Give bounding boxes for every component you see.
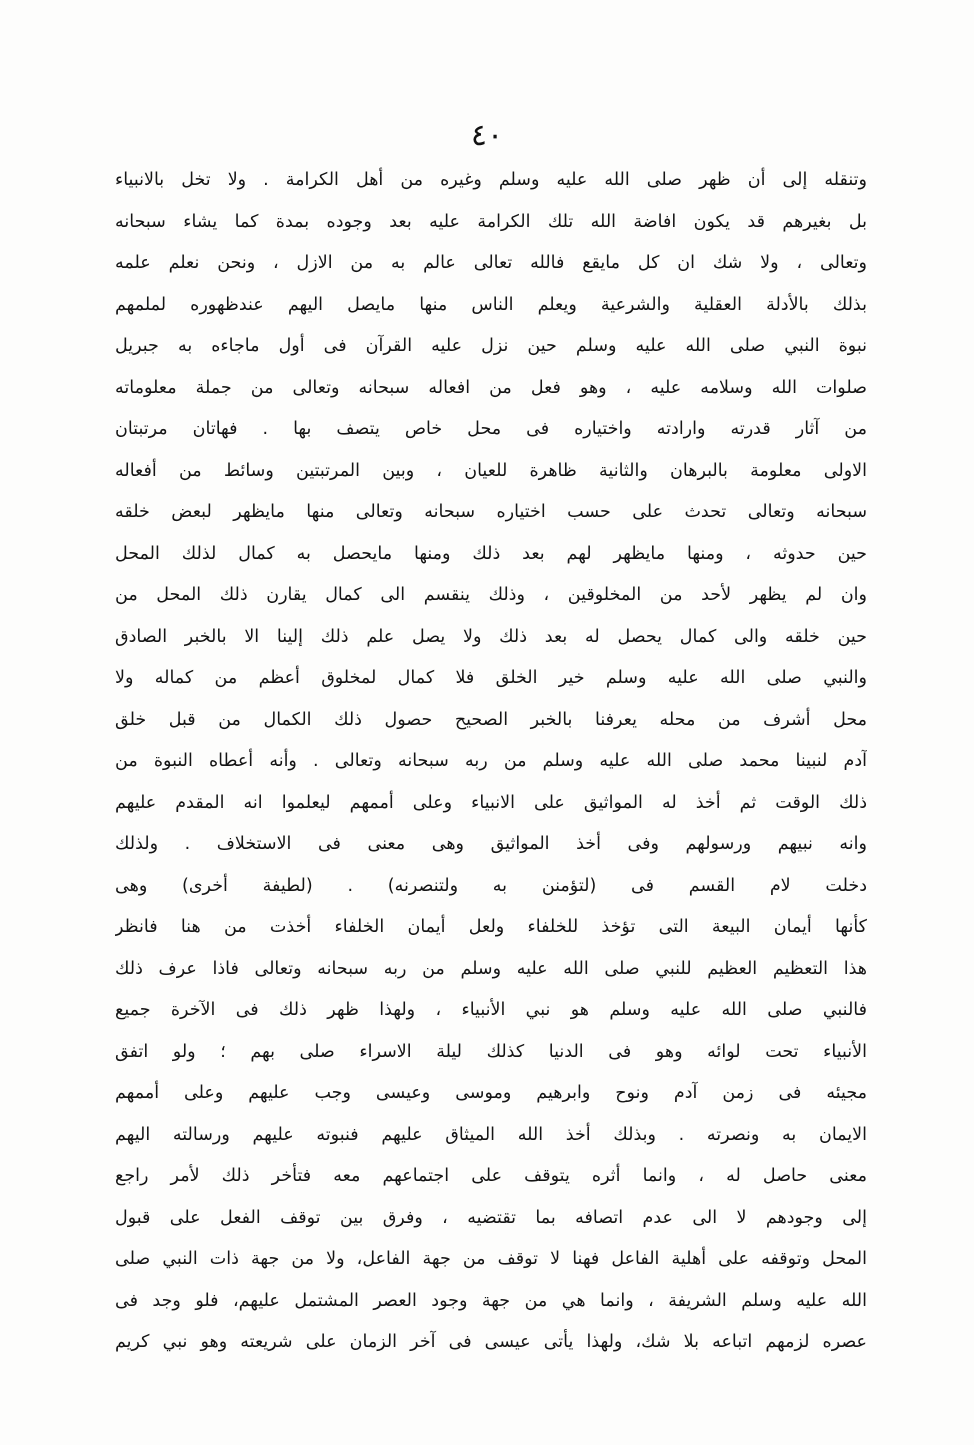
text-line-1: وتنقله إلى أن ظهر صلى الله عليه وسلم وغيره من أهل الكرامة . ولا تخل بالانبياء [115,170,867,190]
text-line-6: صلوات الله وسلامه عليه ، وهو فعل من افعاله سبحانه وتعالى من جملة معلوماته [115,377,867,398]
text-line-15: آدم لنبينا محمد صلى الله عليه وسلم من ربه سبحانه وتعالى . وأنه أعطاه النبوة من [115,751,867,771]
text-line-26: إلى وجودهم لا الى عدم اتصافه بما تقتضيه ، وفرق بين توقف الفعل على قبول [115,1207,867,1228]
text-line-21: فالنبي صلى الله عليه وسلم هو نبي الأنبياء ، ولهذا ظهر ذلك فى الآخرة جميع [115,1000,867,1020]
text-line-8: الاولى معلومة بالبرهان والثانية ظاهرة للعيان ، وبين المرتبتين وسائط من أفعاله [115,460,867,481]
text-line-10: حين حدوثه ، ومنها مايظهر لهم بعد ذلك ومنها مايحصل به كمال لذلك المحل [115,543,867,564]
text-line-7: من آثار قدرته وارادته واختياره فى محل خاص يتصف بها . فهاتان مرتبتان [115,419,867,439]
text-line-19: كأنها أيمان البيعة التى تؤخذ للخلفاء ولعل أيمان الخلفاء أخذت من هنا فانظر [115,917,867,937]
text-line-25: معنى حاصل له ، وانما أثره يتوقف على اجتماعهم معه فتأخر ذلك لأمر راجع [115,1166,867,1186]
text-line-22: الأنبياء تحت لوائه وهو فى الدنيا كذلك ليلة الاسراء صلى بهم ؛ ولو اتفق [115,1041,867,1062]
text-line-27: المحل وتوقفه على أهلية الفاعل فهنا لا توقف من جهة الفاعل، ولا من جهة ذات النبي صلى [115,1249,867,1269]
text-line-2: بل بغيرهم قد يكون افاضة الله تلك الكرامة عليه بعد وجوده بمدة كما يشاء سبحانه [115,211,867,232]
text-line-14: محل أشرف من محله يعرفنا بالخبر الصحيح حصول ذلك الكمال من قبل خلق [115,709,867,730]
text-line-18: دخلت لام القسم فى (لتؤمنن به ولتنصرنه) . (لطيفة أخرى) وهى [115,875,867,896]
text-line-4: بذلك بالأدلة العقلية والشرعية ويعلم الناس منها مايصل اليهم عندظهوره لملمهم [115,294,867,315]
text-line-5: نبوة النبي صلى الله عليه وسلم حين نزل عليه القرآن فى أول ماجاءه به جبريل [115,336,867,356]
text-line-28: الله عليه وسلم الشريفة ، وانما هي من جهة وجود العصر المشتمل عليهم، فلو وجد فى [115,1290,867,1311]
text-line-17: وانه نبيهم ورسولهم وفى أخذ المواثيق وهى معنى فى الاستخلاف . ولذلك [115,834,867,854]
text-line-11: وان لم يظهر لأحد من المخلوقين ، وذلك ينقسم الى كمال يقارن ذلك المحل من [115,585,867,605]
text-line-9: سبحانه وتعالى تحدث على حسب اختياره سبحانه وتعالى منها مايظهر لبعض خلقه [115,502,867,522]
text-line-23: مجيئه فى زمن آدم ونوح وابرهيم وموسى وعيسى وجب عليهم وعلى أممهم [115,1083,867,1103]
text-line-24: الايمان به ونصرته . وبذلك أخذ الله الميثاق عليهم فنبوته عليهم ورسالته اليهم [115,1124,867,1145]
text-line-13: والنبي صلى الله عليه وسلم خير الخلق فلا كمال لمخلوق أعظم من كماله ولا [115,668,867,688]
text-line-3: وتعالى ، ولا شك ان كل مايقع فالله تعالى عالم به من الازل ، ونحن نعلم علمه [115,253,867,273]
text-line-29: عصره لزمهم اتباعه بلا شك، ولهذا يأتى عيسى فى آخر الزمان على شريعته وهو نبي كريم [115,1332,867,1352]
text-line-16: ذلك الوقت ثم أخذ له المواثيق على الانبياء وعلى أممهم ليعلموا انه المقدم عليهم [115,792,867,813]
text-line-20: هذا التعظيم العظيم للنبي صلى الله عليه وسلم من ربه سبحانه وتعالى فاذا عرف ذلك [115,958,867,979]
page-number: ٤٠ [470,118,504,153]
text-line-12: حين خلقه والى كمال يحصل له بعد ذلك ولا يصل علم ذلك إلينا الا بالخبر الصادق [115,626,867,647]
body-text [115,160,867,1364]
